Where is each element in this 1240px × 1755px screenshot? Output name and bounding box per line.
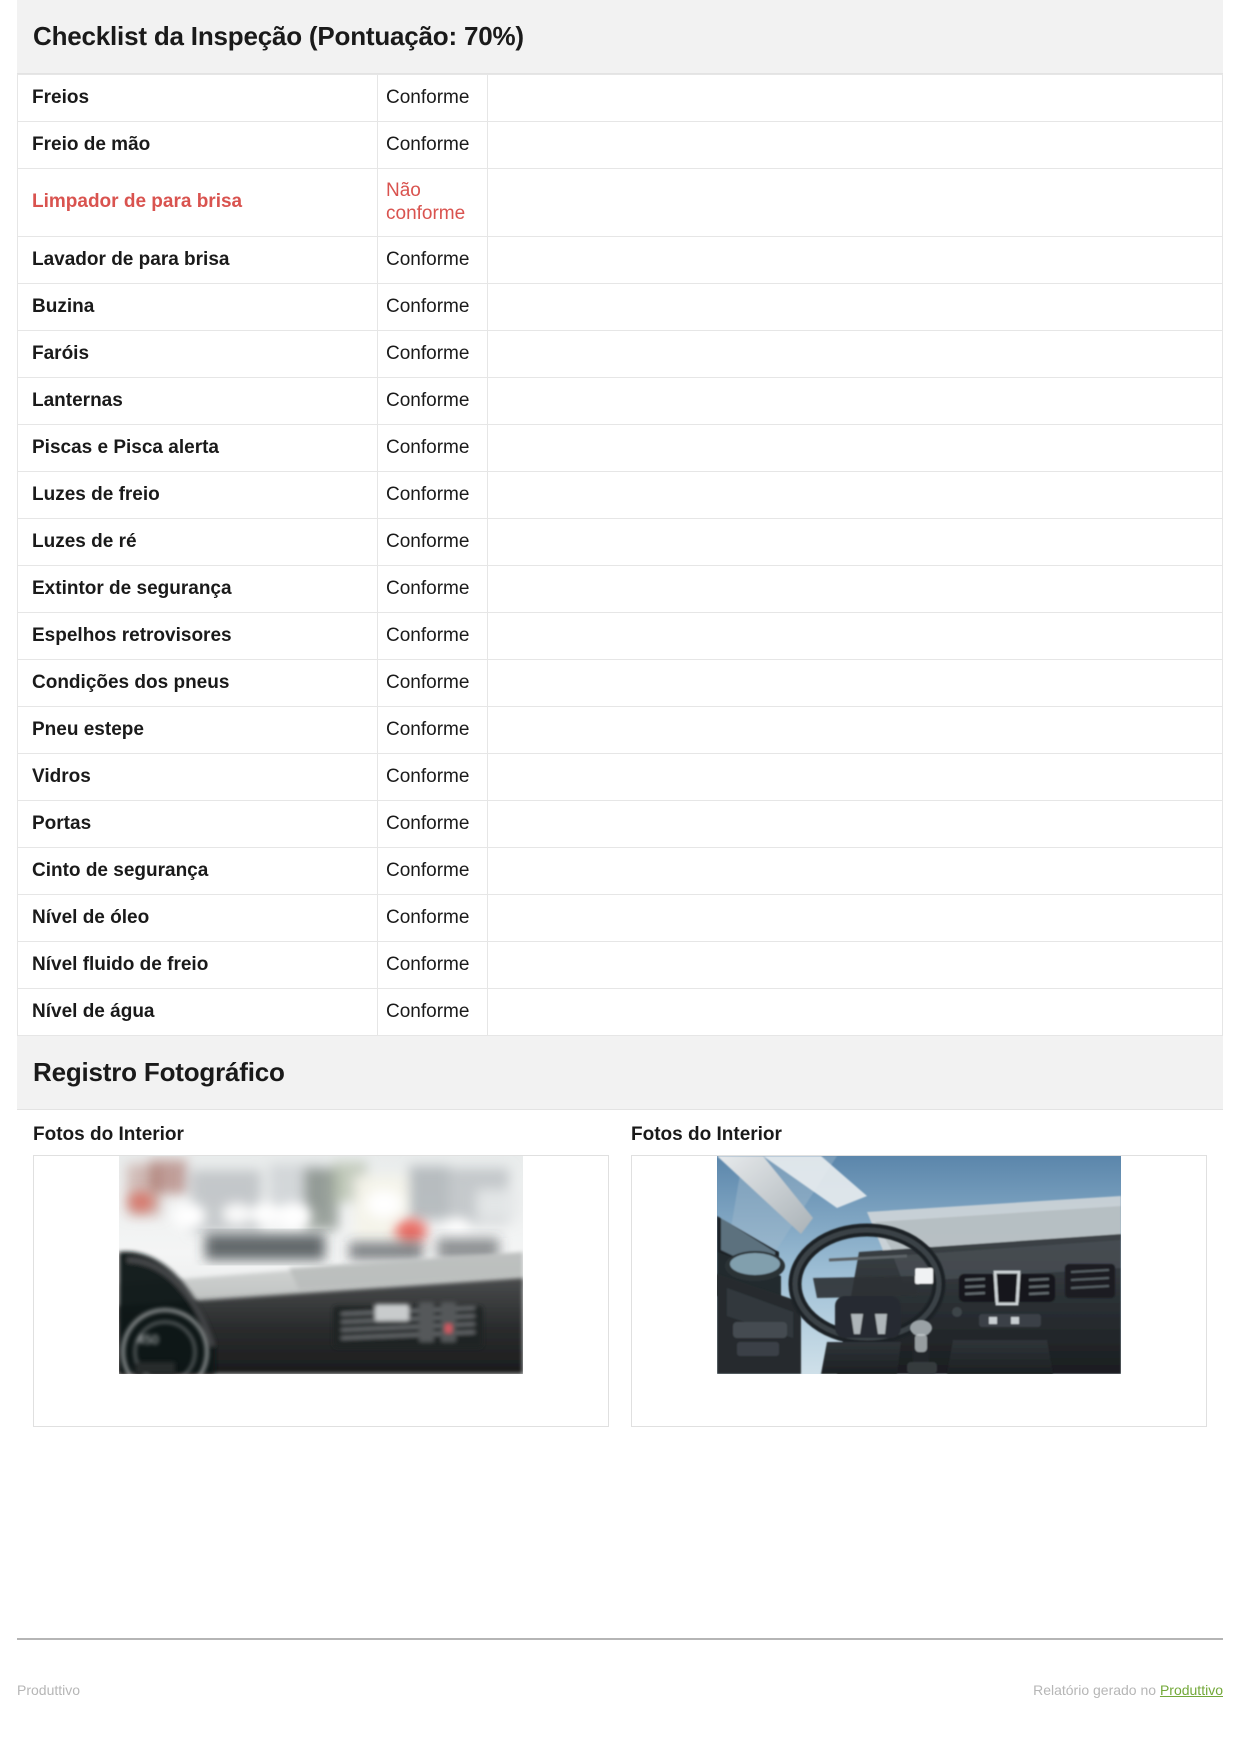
checklist-item-status: Conforme [378,519,488,566]
checklist-item-name: Vidros [18,754,378,801]
checklist-item-name: Nível de óleo [18,895,378,942]
checklist-item-notes [488,848,1223,895]
checklist-item-notes [488,472,1223,519]
checklist-item-status: Conforme [378,237,488,284]
checklist-row [18,566,1223,613]
checklist-item-status: Conforme [378,425,488,472]
checklist-item-name: Extintor de segurança [18,566,378,613]
checklist-row [18,472,1223,519]
photo-label-2: Fotos do Interior [631,1123,782,1145]
photo-image-1[interactable] [119,1156,523,1374]
checklist-item-status: Conforme [378,801,488,848]
page-footer [17,1682,1223,1698]
checklist-item-status: Conforme [378,895,488,942]
checklist-table-body [18,74,1223,1036]
checklist-item-name: Espelhos retrovisores [18,613,378,660]
checklist-item-status: Não conforme [378,168,488,237]
checklist-item-notes [488,74,1223,121]
checklist-row [18,848,1223,895]
checklist-item-name: Freio de mão [18,121,378,168]
checklist-row [18,74,1223,121]
checklist-item-name: Portas [18,801,378,848]
checklist-row [18,707,1223,754]
checklist-item-notes [488,613,1223,660]
checklist-item-status: Conforme [378,660,488,707]
checklist-item-name: Piscas e Pisca alerta [18,425,378,472]
photo-frame-2[interactable] [631,1155,1207,1427]
checklist-item-name: Buzina [18,284,378,331]
checklist-row [18,801,1223,848]
checklist-item-name: Nível de água [18,989,378,1036]
checklist-table [17,74,1223,1037]
checklist-item-notes [488,519,1223,566]
checklist-item-name: Luzes de freio [18,472,378,519]
photo-column-1 [33,1124,609,1427]
checklist-item-notes [488,707,1223,754]
checklist-row [18,237,1223,284]
checklist-row [18,660,1223,707]
checklist-item-notes [488,284,1223,331]
checklist-item-status: Conforme [378,848,488,895]
checklist-row [18,168,1223,237]
checklist-row [18,121,1223,168]
footer-produttivo-link[interactable]: Produttivo [1159,1682,1223,1698]
checklist-item-status: Conforme [378,284,488,331]
checklist-row [18,378,1223,425]
checklist-item-name: Limpador de para brisa [18,168,378,237]
checklist-row [18,754,1223,801]
checklist-item-name: Nível fluido de freio [18,942,378,989]
checklist-item-status: Conforme [378,331,488,378]
checklist-row [18,989,1223,1036]
checklist-row [18,895,1223,942]
photo-grid [17,1110,1223,1427]
photo-image-2[interactable] [717,1156,1121,1374]
checklist-row [18,425,1223,472]
checklist-item-notes [488,566,1223,613]
checklist-row [18,942,1223,989]
checklist-item-notes [488,331,1223,378]
checklist-item-status: Conforme [378,707,488,754]
checklist-title: Checklist da Inspeção (Pontuação: 70%) [33,21,524,51]
checklist-item-status: Conforme [378,989,488,1036]
footer-generated-prefix: Relatório gerado no [1033,1682,1160,1698]
checklist-item-name: Freios [18,74,378,121]
checklist-item-notes [488,378,1223,425]
checklist-row [18,284,1223,331]
checklist-item-notes [488,237,1223,284]
checklist-item-notes [488,895,1223,942]
checklist-item-status: Conforme [378,754,488,801]
photo-frame-1[interactable] [33,1155,609,1427]
photo-section-header [17,1036,1223,1110]
checklist-item-name: Cinto de segurança [18,848,378,895]
checklist-item-notes [488,754,1223,801]
checklist-item-notes [488,121,1223,168]
checklist-item-status: Conforme [378,378,488,425]
footer-generated-by [1033,1682,1223,1698]
checklist-row [18,331,1223,378]
checklist-item-notes [488,989,1223,1036]
checklist-item-status: Conforme [378,613,488,660]
checklist-item-name: Luzes de ré [18,519,378,566]
checklist-item-status: Conforme [378,566,488,613]
checklist-item-status: Conforme [378,942,488,989]
checklist-row [18,519,1223,566]
checklist-item-name: Pneu estepe [18,707,378,754]
checklist-item-status: Conforme [378,121,488,168]
checklist-item-name: Faróis [18,331,378,378]
checklist-item-status: Conforme [378,472,488,519]
photo-section-title: Registro Fotográfico [33,1057,285,1088]
checklist-row [18,613,1223,660]
checklist-item-notes [488,425,1223,472]
checklist-item-name: Lanternas [18,378,378,425]
checklist-item-notes [488,942,1223,989]
checklist-item-name: Lavador de para brisa [18,237,378,284]
footer-brand: Produttivo [17,1682,81,1698]
checklist-item-notes [488,168,1223,237]
footer-divider [17,1638,1223,1640]
checklist-item-notes [488,801,1223,848]
photo-column-2 [631,1124,1207,1427]
checklist-item-name: Condições dos pneus [18,660,378,707]
svg-text:450: 450 [137,1331,159,1347]
photo-label-1: Fotos do Interior [33,1123,184,1145]
checklist-section-header [17,0,1223,74]
checklist-item-notes [488,660,1223,707]
checklist-item-status: Conforme [378,74,488,121]
